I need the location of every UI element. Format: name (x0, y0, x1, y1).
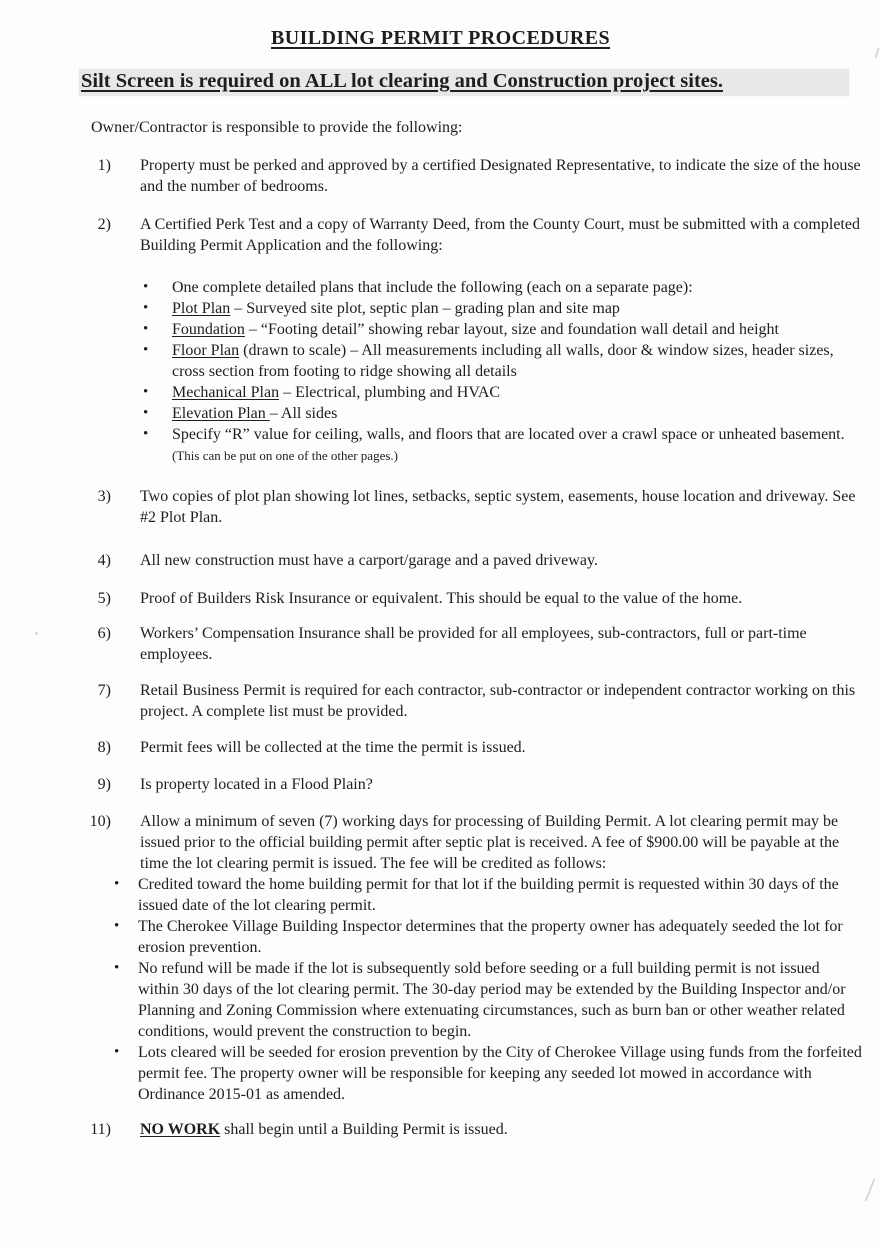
bullet-lead: Foundation (172, 321, 245, 338)
silt-screen-notice (79, 69, 849, 96)
list-item (0, 403, 881, 424)
no-work-emphasis: NO WORK (140, 1121, 221, 1138)
item-number: 2) (97, 216, 111, 233)
bullet-rest: – Surveyed site plot, septic plan – grading plan and site map (230, 300, 620, 317)
list-item-5 (0, 588, 881, 609)
bullet-text (172, 340, 862, 382)
item-text: Allow a minimum of seven (7) working days for processing of Building Permit. A lot clearing permit may be issued prior to the official building permit after septic plat is received. A fee of $900.00 will be payable at the time the lot clearing permit is issued. The fee will be credited as follows: (140, 813, 840, 872)
item-number: 8) (97, 739, 111, 756)
bullet-icon: • (114, 1044, 120, 1060)
scan-artifact (35, 632, 38, 635)
item-text: Workers’ Compensation Insurance shall be provided for all employees, sub-contractors, full or part-time employees. (140, 625, 807, 663)
bullet-lead: Mechanical Plan (172, 384, 280, 401)
item-number: 11) (90, 1121, 111, 1138)
item-text: A Certified Perk Test and a copy of Warranty Deed, from the County Court, must be submitted with a completed Building Permit Application and the following: (140, 216, 860, 254)
bullet-rest: One complete detailed plans that include the following (each on a separate page): (172, 279, 693, 296)
silt-screen-notice-text: Silt Screen is required on ALL lot clearing and Construction project sites. (81, 70, 723, 92)
list-item-6 (0, 623, 881, 665)
item-text: All new construction must have a carport/garage and a paved driveway. (140, 552, 598, 569)
scan-artifact (865, 1178, 876, 1201)
page-title (0, 27, 881, 50)
item-number: 1) (97, 157, 111, 174)
bullet-text: The Cherokee Village Building Inspector determines that the property owner has adequately seeded the lot for erosion prevention. (138, 918, 843, 956)
bullet-lead: Elevation Plan (172, 405, 270, 422)
bullet-icon: • (143, 405, 149, 421)
item-number: 9) (97, 776, 111, 793)
bullet-text (172, 424, 862, 466)
list-item (0, 874, 881, 916)
list-item (0, 382, 881, 403)
bullet-text (172, 277, 862, 298)
item-number: 7) (97, 682, 111, 699)
list-item (0, 319, 881, 340)
item-text-rest: shall begin until a Building Permit is issued. (220, 1121, 508, 1138)
list-item (0, 1042, 881, 1105)
bullet-text (172, 382, 862, 403)
list-item-9 (0, 774, 881, 795)
list-item-4 (0, 550, 881, 571)
bullet-lead: Floor Plan (172, 342, 240, 359)
list-item (0, 340, 881, 382)
bullet-rest: – “Footing detail” showing rebar layout, size and foundation wall detail and height (244, 321, 779, 338)
bullet-rest: – All sides (269, 405, 338, 422)
bullet-text (172, 298, 862, 319)
bullet-text (172, 403, 862, 424)
item-text: Proof of Builders Risk Insurance or equivalent. This should be equal to the value of the home. (140, 590, 743, 607)
bullet-icon: • (143, 321, 149, 337)
list-item-1 (0, 155, 881, 197)
bullet-icon: • (143, 384, 149, 400)
bullet-text: Lots cleared will be seeded for erosion prevention by the City of Cherokee Village using funds from the forfeited permit fee. The property owner will be responsible for keeping any seeded lot mowed in accordance with Ordinance 2015-01 as amended. (138, 1044, 862, 1103)
item-text (140, 1119, 863, 1140)
item-number: 5) (97, 590, 111, 607)
page-title-text: BUILDING PERMIT PROCEDURES (271, 27, 610, 49)
list-item (0, 958, 881, 1042)
bullet-icon: • (143, 279, 149, 295)
bullet-lead: Plot Plan (172, 300, 231, 317)
bullet-text: Credited toward the home building permit for that lot if the building permit is requested within 30 days of the issued date of the lot clearing permit. (138, 876, 839, 914)
list-item (0, 916, 881, 958)
list-item (0, 424, 881, 466)
bullet-icon: • (114, 918, 120, 934)
item-number: 4) (97, 552, 111, 569)
item-text: Two copies of plot plan showing lot lines, setbacks, septic system, easements, house location and driveway. See #2 Plot Plan. (140, 488, 856, 526)
bullet-rest: – Electrical, plumbing and HVAC (279, 384, 501, 401)
bullet-rest: (drawn to scale) – All measurements including all walls, door & window sizes, header sizes, cross section from footing to ridge showing all details (172, 342, 834, 380)
list-item-2 (0, 214, 881, 256)
item-number: 10) (89, 813, 111, 830)
item-text: Permit fees will be collected at the time the permit is issued. (140, 739, 526, 756)
list-item (0, 277, 881, 298)
list-item-10 (0, 811, 881, 874)
item-text: Retail Business Permit is required for each contractor, sub-contractor or independent contractor working on this project. A complete list must be provided. (140, 682, 856, 720)
bullet-note: (This can be put on one of the other pages.) (172, 448, 398, 463)
list-item-8 (0, 737, 881, 758)
fee-credit-bullet-list (0, 874, 881, 1105)
list-item-11 (0, 1119, 881, 1140)
list-item-3 (0, 486, 881, 528)
list-item-7 (0, 680, 881, 722)
bullet-icon: • (143, 300, 149, 316)
item-text: Is property located in a Flood Plain? (140, 776, 373, 793)
item-text: Property must be perked and approved by a certified Designated Representative, to indicate the size of the house and the number of bedrooms. (140, 157, 861, 195)
item-number: 6) (97, 625, 111, 642)
list-item (0, 298, 881, 319)
intro-line: Owner/Contractor is responsible to provide the following: (91, 119, 463, 136)
bullet-rest: Specify “R” value for ceiling, walls, and floors that are located over a crawl space or unheated basement. (172, 426, 845, 443)
bullet-icon: • (143, 426, 149, 442)
bullet-text: No refund will be made if the lot is subsequently sold before seeding or a full building permit is not issued within 30 days of the lot clearing permit. The 30-day period may be extended by the Building Inspector and/or Planning and Zoning Commission where extenuating circumstances, such as burn ban or other weather related conditions, would prevent the construction to begin. (138, 960, 846, 1040)
bullet-icon: • (114, 960, 120, 976)
bullet-icon: • (114, 876, 120, 892)
item-number: 3) (97, 488, 111, 505)
bullet-text (172, 319, 862, 340)
plan-bullet-list (0, 277, 881, 466)
bullet-icon: • (143, 342, 149, 358)
